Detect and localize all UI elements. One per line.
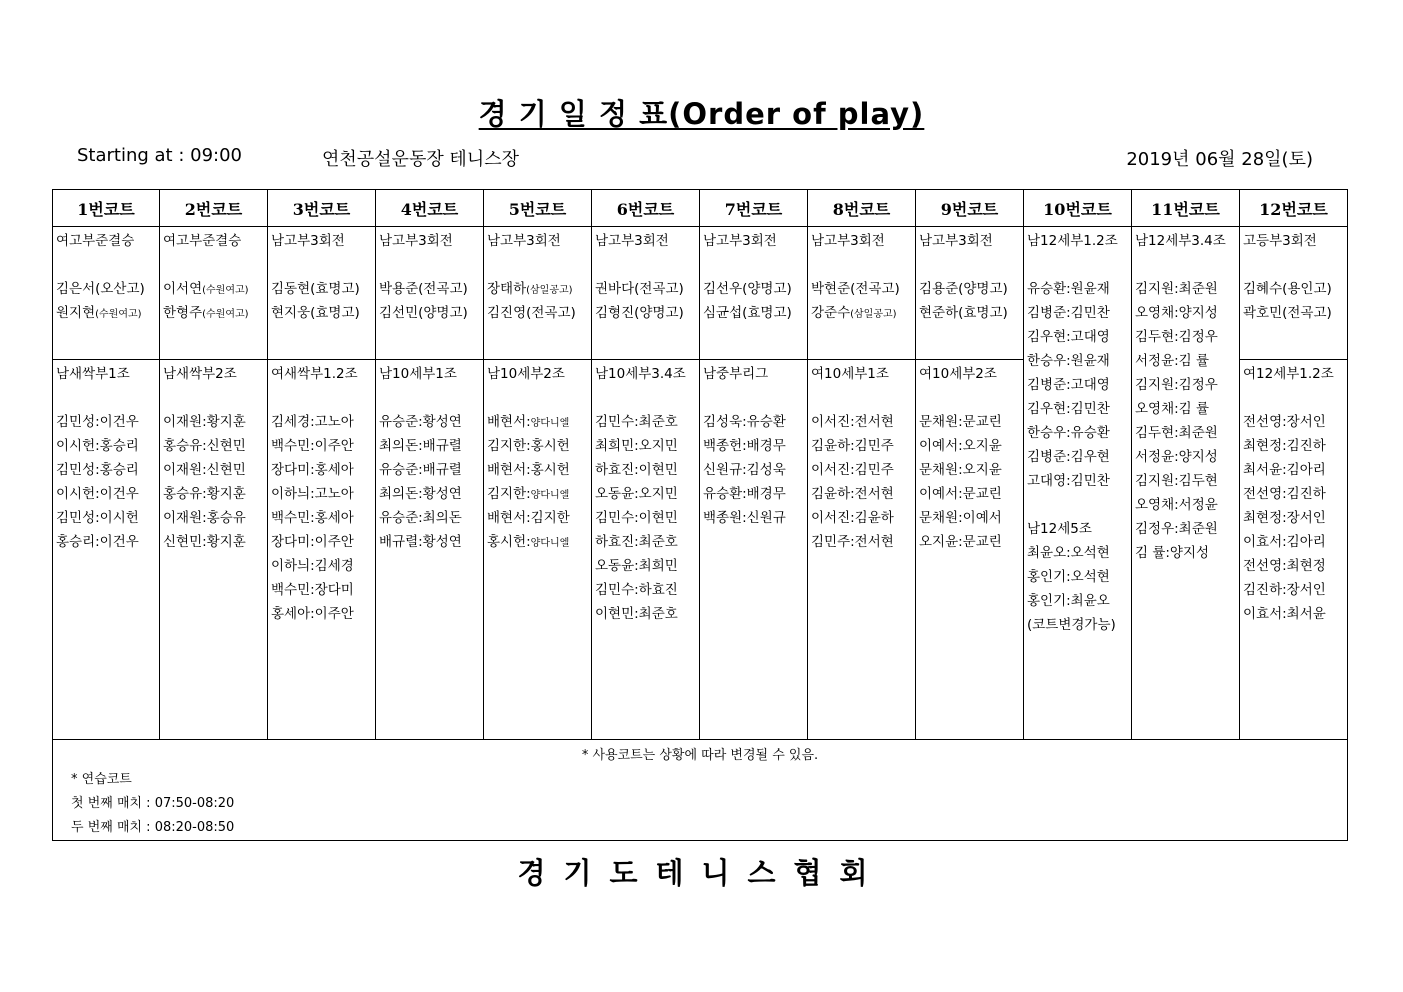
match-line: 신현민:황지훈: [163, 534, 246, 550]
court-header-11: 11번코트: [1132, 190, 1240, 227]
match-line: 장다미:이주안: [271, 534, 354, 550]
match-line: 장다미:홍세아: [271, 462, 354, 478]
match-line: [811, 386, 915, 410]
match-line: 오지윤:문교린: [919, 534, 1002, 550]
match-line: 이서연(수원여고): [163, 281, 249, 297]
first-match-time: 첫 번째 매치 : 07:50-08:20: [71, 796, 235, 811]
court-header-12: 12번코트: [1240, 190, 1348, 227]
match-line: 한형주(수원여고): [163, 305, 249, 321]
match-line: 이재원:황지훈: [163, 414, 246, 430]
first_round-court-3: [268, 227, 376, 360]
match-line: 심균섭(효명고): [703, 305, 792, 321]
match-line: [163, 386, 267, 410]
match-line: 백종원:신원규: [703, 510, 786, 526]
court-header-6: 6번코트: [592, 190, 700, 227]
match-line: 김민수:이현민: [595, 510, 678, 526]
match-line: 유승준:최의돈: [379, 510, 462, 526]
match-line: 권바다(전곡고): [595, 281, 684, 297]
match-line: 배현서:양다니엘: [487, 414, 570, 430]
second_round-court-9: [916, 360, 1024, 740]
match-line: [379, 386, 483, 410]
match-line: 원지현(수원여고): [56, 305, 142, 321]
event-label: 남12세부3.4조: [1135, 233, 1226, 249]
match-line: 최윤오:오석현: [1027, 545, 1110, 561]
match-line: 전선영:최현정: [1243, 558, 1326, 574]
first_round-court-6: [592, 227, 700, 360]
match-line: 한승우:유승환: [1027, 425, 1110, 441]
schedule-table: [52, 189, 1348, 841]
match-line: 이효서:김아리: [1243, 534, 1326, 550]
court-header-row: [53, 190, 1348, 227]
second_round-court-5: [484, 360, 592, 740]
match-line: [271, 253, 375, 277]
match-line: 이현민:최준호: [595, 606, 678, 622]
match-line: 김성욱:유승환: [703, 414, 786, 430]
association-name: 경기도테니스협회: [517, 856, 886, 890]
match-line: [56, 253, 159, 277]
first_round-court-12: [1240, 227, 1348, 360]
match-line: [1027, 253, 1131, 277]
match-line: 김지한:양다니엘: [487, 486, 570, 502]
match-line: 오영채:서정윤: [1135, 497, 1218, 513]
event-label: 남고부3회전: [379, 233, 453, 249]
match-line: 홍시헌:양다니엘: [487, 534, 570, 550]
match-line: [56, 386, 159, 410]
match-line: 김민성:이시헌: [56, 510, 139, 526]
match-line: [1243, 386, 1347, 410]
match-line: 김민성:이건우: [56, 414, 139, 430]
event-label: 남새싹부1조: [56, 366, 130, 382]
match-line: 김 률:양지성: [1135, 545, 1210, 561]
event-label: 남고부3회전: [919, 233, 993, 249]
match-line: 김지원:김두현: [1135, 473, 1218, 489]
match-line: 유승환:원윤재: [1027, 281, 1110, 297]
match-line: 강준수(삼일공고): [811, 305, 897, 321]
match-line: 백수민:장다미: [271, 582, 354, 598]
match-line: 홍승리:이건우: [56, 534, 139, 550]
match-line: 홍세아:이주안: [271, 606, 354, 622]
first_round-court-7: [700, 227, 808, 360]
match-line: 김병준:김우현: [1027, 449, 1110, 465]
match-line: 배현서:김지한: [487, 510, 570, 526]
match-line: 최의돈:배규렬: [379, 438, 462, 454]
match-line: 서정윤:김 률: [1135, 353, 1210, 369]
match-line: 김혜수(용인고): [1243, 281, 1332, 297]
second_round-court-2: [160, 360, 268, 740]
match-line: 이예서:문교린: [919, 486, 1002, 502]
event-label: 남고부3회전: [271, 233, 345, 249]
practice-court-title: * 연습코트: [71, 772, 132, 787]
second_round-court-12: [1240, 360, 1348, 740]
match-line: 배현서:홍시헌: [487, 462, 570, 478]
court-header-9: 9번코트: [916, 190, 1024, 227]
event-label: 남중부리그: [703, 366, 769, 382]
match-line: 김용준(양명고): [919, 281, 1008, 297]
event-label: 남10세부3.4조: [595, 366, 686, 382]
event-label: 여고부준결승: [163, 233, 242, 249]
match-line: 고대영:김민찬: [1027, 473, 1110, 489]
match-line: 문채원:오지윤: [919, 462, 1002, 478]
schedule-title: [0, 92, 1403, 133]
match-line: 김민수:최준호: [595, 414, 678, 430]
match-line: 하효진:최준호: [595, 534, 678, 550]
match-line: [487, 386, 591, 410]
match-line: 유승환:배경무: [703, 486, 786, 502]
event-label: 남12세부1.2조: [1027, 233, 1118, 249]
match-line: 김은서(오산고): [56, 281, 145, 297]
match-line: 이하늬:고노아: [271, 486, 354, 502]
event-label: 여10세부2조: [919, 366, 997, 382]
match-line: 이하늬:김세경: [271, 558, 354, 574]
second-match-time: 두 번째 매치 : 08:20-08:50: [71, 820, 235, 835]
match-line: 문채원:이예서: [919, 510, 1002, 526]
match-line: 김진영(전곡고): [487, 305, 576, 321]
match-line: 김지원:최준원: [1135, 281, 1218, 297]
match-line: 김동현(효명고): [271, 281, 360, 297]
match-line: 최서윤:김아리: [1243, 462, 1326, 478]
match-line: 배규렬:황성연: [379, 534, 462, 550]
match-line: [919, 386, 1023, 410]
court-header-3: 3번코트: [268, 190, 376, 227]
match-line: 현준하(효명고): [919, 305, 1008, 321]
match-line: 이예서:오지윤: [919, 438, 1002, 454]
match-line: 홍승유:황지훈: [163, 486, 246, 502]
event-label: 남고부3회전: [487, 233, 561, 249]
match-line: 최현정:장서인: [1243, 510, 1326, 526]
match-line: 김형진(양명고): [595, 305, 684, 321]
match-line: 하효진:이현민: [595, 462, 678, 478]
practice-court-notes: [71, 768, 234, 840]
first_round-court-4: [376, 227, 484, 360]
event-label: 여10세부1조: [811, 366, 889, 382]
first_round-court-10: [1024, 227, 1132, 740]
match-line: 김세경:고노아: [271, 414, 354, 430]
first-round-row: [53, 227, 1348, 360]
match-line: [919, 253, 1023, 277]
court-header-4: 4번코트: [376, 190, 484, 227]
match-line: 이시헌:이건우: [56, 486, 139, 502]
first_round-court-9: [916, 227, 1024, 360]
match-line: 한승우:원윤재: [1027, 353, 1110, 369]
match-line: 이재원:신현민: [163, 462, 246, 478]
match-line: 이시헌:홍승리: [56, 438, 139, 454]
match-line: [811, 253, 915, 277]
match-line: [163, 253, 267, 277]
court-header-5: 5번코트: [484, 190, 592, 227]
match-line: 오영채:김 률: [1135, 401, 1210, 417]
match-line: 김우현:고대영: [1027, 329, 1110, 345]
match-line: 전선영:김진하: [1243, 486, 1326, 502]
match-line: [379, 253, 483, 277]
match-line: 장태하(삼일공고): [487, 281, 573, 297]
event-label: 여새싹부1.2조: [271, 366, 358, 382]
match-line: 이서진:전서현: [811, 414, 894, 430]
starting-time: Starting at : 09:00: [77, 145, 242, 166]
match-line: 유승준:배규렬: [379, 462, 462, 478]
match-line: [703, 386, 807, 410]
notes-cell: [53, 740, 1348, 841]
match-line: 김진하:장서인: [1243, 582, 1326, 598]
match-line: 홍인기:최윤오: [1027, 593, 1110, 609]
first_round-court-1: [53, 227, 160, 360]
match-line: (코트변경가능): [1027, 617, 1116, 633]
event-label: 남10세부2조: [487, 366, 565, 382]
match-line: [271, 386, 375, 410]
match-line: 김지한:홍시헌: [487, 438, 570, 454]
event-label: 남10세부1조: [379, 366, 457, 382]
match-line: 문채원:문교린: [919, 414, 1002, 430]
match-line: 유승준:황성연: [379, 414, 462, 430]
match-line: 김두현:최준원: [1135, 425, 1218, 441]
match-line: 최희민:오지민: [595, 438, 678, 454]
match-line: [703, 253, 807, 277]
event-label: 여고부준결승: [56, 233, 135, 249]
event-label: 남고부3회전: [595, 233, 669, 249]
match-line: 이효서:최서윤: [1243, 606, 1326, 622]
match-line: 이서진:김민주: [811, 462, 894, 478]
second_round-court-8: [808, 360, 916, 740]
event-label: 남새싹부2조: [163, 366, 237, 382]
match-line: 백종헌:배경무: [703, 438, 786, 454]
match-line: 오동윤:오지민: [595, 486, 678, 502]
match-line: 김민수:하효진: [595, 582, 678, 598]
second_round-court-4: [376, 360, 484, 740]
event-date: 2019년 06월 28일(토): [1126, 149, 1313, 170]
match-line: 곽호민(전곡고): [1243, 305, 1332, 321]
match-line: [595, 253, 699, 277]
schedule-title-text: 경 기 일 정 표(Order of play): [478, 97, 925, 131]
match-line: 김우현:김민찬: [1027, 401, 1110, 417]
first_round-court-2: [160, 227, 268, 360]
court-header-2: 2번코트: [160, 190, 268, 227]
match-line: [1027, 493, 1131, 517]
second_round-court-3: [268, 360, 376, 740]
second_round-court-6: [592, 360, 700, 740]
court-header-7: 7번코트: [700, 190, 808, 227]
match-line: 김민주:전서현: [811, 534, 894, 550]
match-line: 현지웅(효명고): [271, 305, 360, 321]
match-line: 박용준(전곡고): [379, 281, 468, 297]
match-line: 김두현:김정우: [1135, 329, 1218, 345]
match-line: 홍인기:오석현: [1027, 569, 1110, 585]
first_round-court-8: [808, 227, 916, 360]
match-line: 최현정:김진하: [1243, 438, 1326, 454]
event-label: 고등부3회전: [1243, 233, 1317, 249]
match-line: 오동윤:최희민: [595, 558, 678, 574]
match-line: 전선영:장서인: [1243, 414, 1326, 430]
second_round-court-1: [53, 360, 160, 740]
match-line: 김병준:고대영: [1027, 377, 1110, 393]
match-line: 이재원:홍승유: [163, 510, 246, 526]
match-line: 오영채:양지성: [1135, 305, 1218, 321]
match-line: 김정우:최준원: [1135, 521, 1218, 537]
match-line: 김선우(양명고): [703, 281, 792, 297]
event-label: 남고부3회전: [811, 233, 885, 249]
first_round-court-11: [1132, 227, 1240, 740]
match-line: 남12세5조: [1027, 521, 1092, 537]
court-change-note: * 사용코트는 상황에 따라 변경될 수 있음.: [581, 748, 819, 763]
match-line: 김병준:김민찬: [1027, 305, 1110, 321]
match-line: 백수민:홍세아: [271, 510, 354, 526]
match-line: 김윤하:김민주: [811, 438, 894, 454]
event-label: 여12세부1.2조: [1243, 366, 1334, 382]
court-header-10: 10번코트: [1024, 190, 1132, 227]
venue: 연천공설운동장 테니스장: [322, 149, 519, 170]
match-line: 김지원:김정우: [1135, 377, 1218, 393]
event-label: 남고부3회전: [703, 233, 777, 249]
match-line: 최의돈:황성연: [379, 486, 462, 502]
match-line: 서정윤:양지성: [1135, 449, 1218, 465]
second_round-court-7: [700, 360, 808, 740]
match-line: [595, 386, 699, 410]
match-line: 홍승유:신현민: [163, 438, 246, 454]
first_round-court-5: [484, 227, 592, 360]
match-line: 신원규:김성욱: [703, 462, 786, 478]
match-line: 김민성:홍승리: [56, 462, 139, 478]
match-line: [487, 253, 591, 277]
match-line: [1135, 253, 1239, 277]
match-line: 박현준(전곡고): [811, 281, 900, 297]
match-line: [1243, 253, 1347, 277]
match-line: 백수민:이주안: [271, 438, 354, 454]
court-header-1: 1번코트: [53, 190, 160, 227]
match-line: 이서진:김윤하: [811, 510, 894, 526]
match-line: 김선민(양명고): [379, 305, 468, 321]
match-line: 김윤하:전서현: [811, 486, 894, 502]
court-header-8: 8번코트: [808, 190, 916, 227]
